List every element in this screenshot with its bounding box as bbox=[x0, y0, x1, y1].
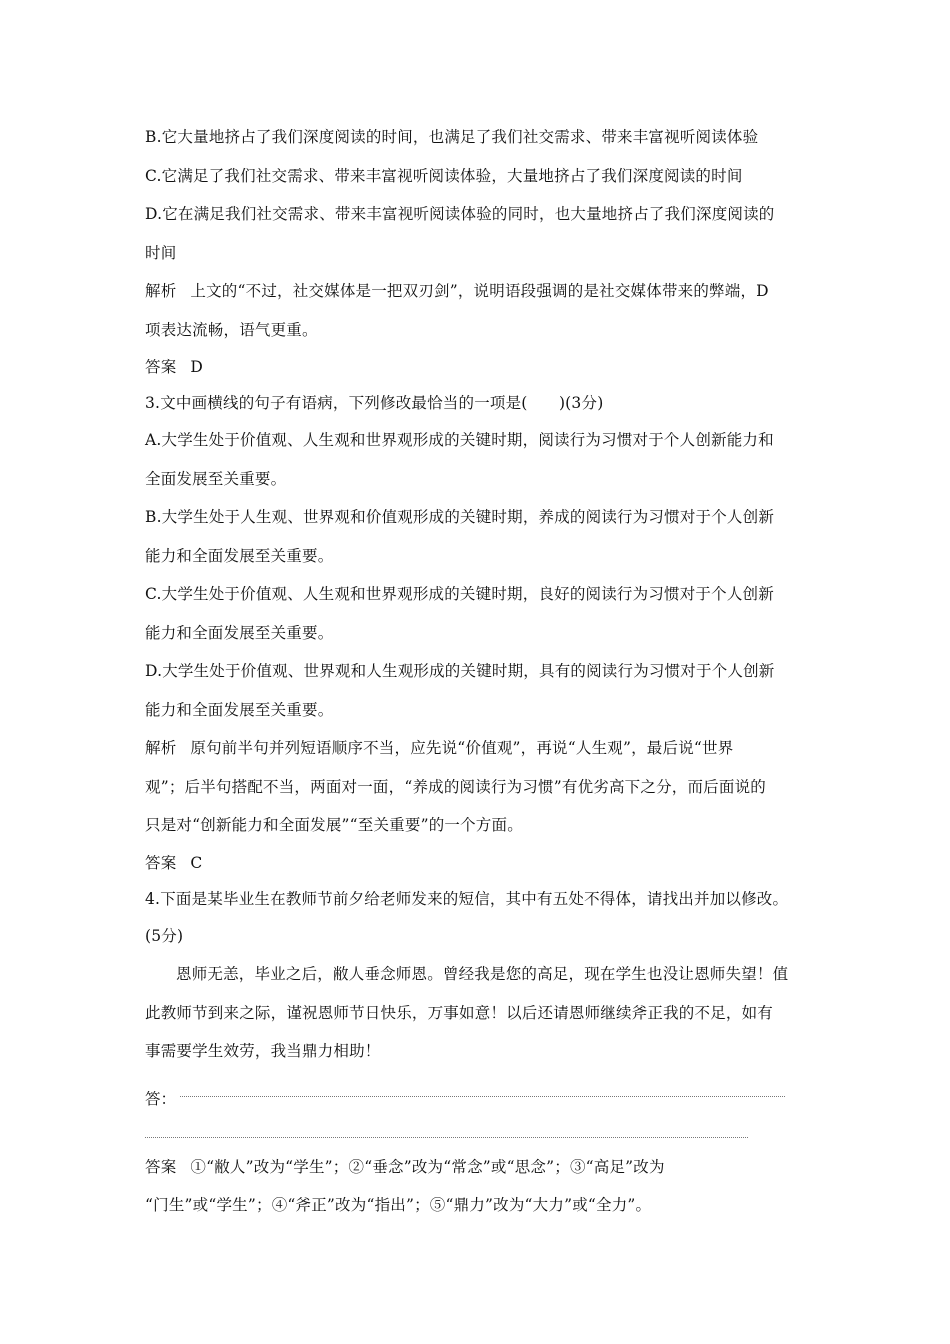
q3-analysis-line2: 观”；后半句搭配不当，两面对一面，“养成的阅读行为习惯”有优劣高下之分，而后面说的 bbox=[145, 777, 766, 796]
q4-answer-text1: ①“敝人”改为“学生”；②“垂念”改为“常念”或“思念”；③“高足”改为 bbox=[190, 1157, 665, 1176]
q3-analysis-line3: 只是对“创新能力和全面发展”“至关重要”的一个方面。 bbox=[145, 816, 523, 834]
q4-message-line2: 此教师节到来之际，谨祝恩师节日快乐，万事如意！以后还请恩师继续斧正我的不足，如有 bbox=[145, 1003, 774, 1022]
q3-answer-value: C bbox=[190, 853, 203, 872]
q4-reply-blank-line1[interactable] bbox=[180, 1096, 785, 1097]
q2-answer-label: 答案 bbox=[145, 358, 177, 376]
q2-analysis-text1: 上文的“不过，社交媒体是一把双刃剑”，说明语段强调的是社交媒体带来的弊端，D bbox=[190, 282, 769, 300]
q2-analysis-label: 解析 bbox=[145, 282, 177, 300]
q2-answer-value: D bbox=[190, 358, 204, 376]
q2-answer bbox=[145, 349, 825, 385]
q2-analysis-line1 bbox=[145, 272, 825, 311]
q3-stem: 3.文中画横线的句子有语病，下列修改最恰当的一项是( )(3分) bbox=[145, 394, 604, 412]
q4-answer-label: 答案 bbox=[145, 1157, 177, 1176]
q2-analysis-line2: 项表达流畅，语气更重。 bbox=[145, 320, 318, 339]
q3-analysis-label: 解析 bbox=[145, 739, 177, 757]
q3-analysis-text1: 原句前半句并列短语顺序不当，应先说“价值观”，再说“人生观”，最后说“世界 bbox=[190, 739, 734, 757]
q2-option-d-line1: D.它在满足我们社交需求、带来丰富视听阅读体验的同时，也大量地挤占了我们深度阅读的 bbox=[145, 205, 775, 223]
q4-message-line1: 恩师无恙，毕业之后，敝人垂念师恩。曾经我是您的高足，现在学生也没让恩师失望！值 bbox=[176, 965, 789, 983]
q3-option-c-line2: 能力和全面发展至关重要。 bbox=[145, 623, 334, 642]
q2-option-b: B.它大量地挤占了我们深度阅读的时间，也满足了我们社交需求、带来丰富视听阅读体验 bbox=[145, 128, 759, 146]
q3-option-d-line2: 能力和全面发展至关重要。 bbox=[145, 700, 334, 719]
q4-stem-line1: 4.下面是某毕业生在教师节前夕给老师发来的短信，其中有五处不得体，请找出并加以修改。 bbox=[145, 889, 789, 908]
q3-option-a-line1: A.大学生处于价值观、人生观和世界观形成的关键时期，阅读行为习惯对于个人创新能力和 bbox=[145, 431, 774, 449]
q3-analysis-line1 bbox=[145, 729, 825, 768]
q4-reply-row bbox=[145, 1071, 825, 1109]
document-page bbox=[145, 118, 825, 1225]
q4-reply-blank-line2[interactable] bbox=[145, 1109, 748, 1138]
q3-option-b-line1: B.大学生处于人生观、世界观和价值观形成的关键时期，养成的阅读行为习惯对于个人创新 bbox=[145, 508, 775, 526]
q3-option-b-line2: 能力和全面发展至关重要。 bbox=[145, 546, 334, 565]
q4-answer-line2: “门生”或“学生”；④“斧正”改为“指出”；⑤“鼎力”改为“大力”或“全力”。 bbox=[145, 1196, 652, 1214]
q3-answer-label: 答案 bbox=[145, 853, 177, 872]
q2-option-c: C.它满足了我们社交需求、带来丰富视听阅读体验，大量地挤占了我们深度阅读的时间 bbox=[145, 166, 743, 185]
q3-option-d-line1: D.大学生处于价值观、世界观和人生观形成的关键时期，具有的阅读行为习惯对于个人创新 bbox=[145, 662, 775, 680]
q2-option-d-line2: 时间 bbox=[145, 243, 177, 262]
q3-option-a-line2: 全面发展至关重要。 bbox=[145, 469, 287, 488]
q4-reply-label: 答： bbox=[145, 1089, 177, 1108]
q4-answer-line1 bbox=[145, 1148, 825, 1187]
q4-stem-line2: (5分) bbox=[145, 926, 184, 945]
q3-answer bbox=[145, 845, 825, 881]
q4-message-line3: 事需要学生效劳，我当鼎力相助！ bbox=[145, 1042, 381, 1060]
q3-option-c-line1: C.大学生处于价值观、人生观和世界观形成的关键时期，良好的阅读行为习惯对于个人创新 bbox=[145, 585, 774, 603]
